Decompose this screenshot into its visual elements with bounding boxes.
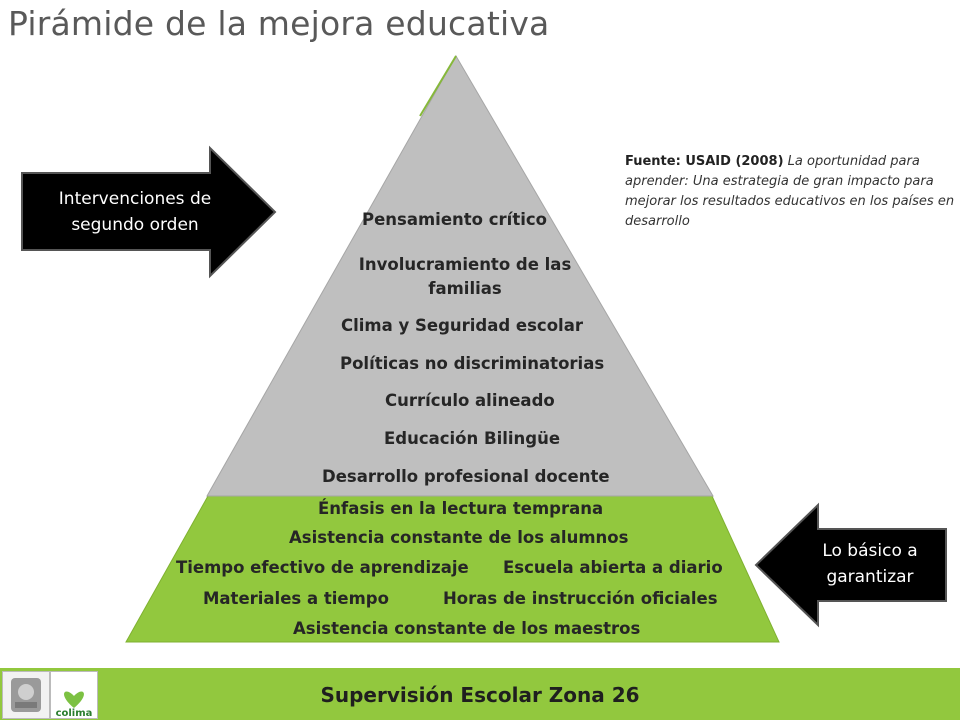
pyramid-item-bilingual-education: Educación Bilingüe <box>384 429 561 448</box>
base-item-teacher-attendance: Asistencia constante de los maestros <box>293 619 641 638</box>
footer-title: Supervisión Escolar Zona 26 <box>320 683 640 707</box>
arrow-label-secondary: Intervenciones de segundo orden <box>58 189 212 235</box>
source-title: La oportunidad para aprender: Una estrategia de gran impacto para mejorar los resultados educativos en los países en desarrollo <box>625 154 955 229</box>
page-title: Pirámide de la mejora educativa <box>8 4 550 43</box>
base-item-student-attendance: Asistencia constante de los alumnos <box>289 528 629 547</box>
source-author: Fuente: USAID (2008) <box>625 154 784 169</box>
pyramid-item-family-involvement: Involucramiento de las familias <box>358 255 572 298</box>
pyramid-item-non-discrimination: Políticas no discriminatorias <box>340 354 605 373</box>
footer-bar <box>0 668 960 720</box>
source-note <box>625 152 957 232</box>
pyramid-item-critical-thinking: Pensamiento crítico <box>362 210 547 229</box>
pyramid-item-school-climate: Clima y Seguridad escolar <box>341 316 583 335</box>
base-item-materials-on-time: Materiales a tiempo <box>203 589 389 608</box>
base-item-early-reading: Énfasis en la lectura temprana <box>318 499 604 518</box>
arrow-label-basics: Lo básico a garantizar <box>822 541 918 587</box>
base-item-school-open-daily: Escuela abierta a diario <box>503 558 723 577</box>
pyramid-item-aligned-curriculum: Currículo alineado <box>385 391 555 410</box>
pyramid-item-teacher-development: Desarrollo profesional docente <box>322 467 610 486</box>
base-item-official-hours: Horas de instrucción oficiales <box>443 589 718 608</box>
colima-logo-text: colima <box>55 708 93 718</box>
base-item-learning-time: Tiempo efectivo de aprendizaje <box>176 558 469 577</box>
